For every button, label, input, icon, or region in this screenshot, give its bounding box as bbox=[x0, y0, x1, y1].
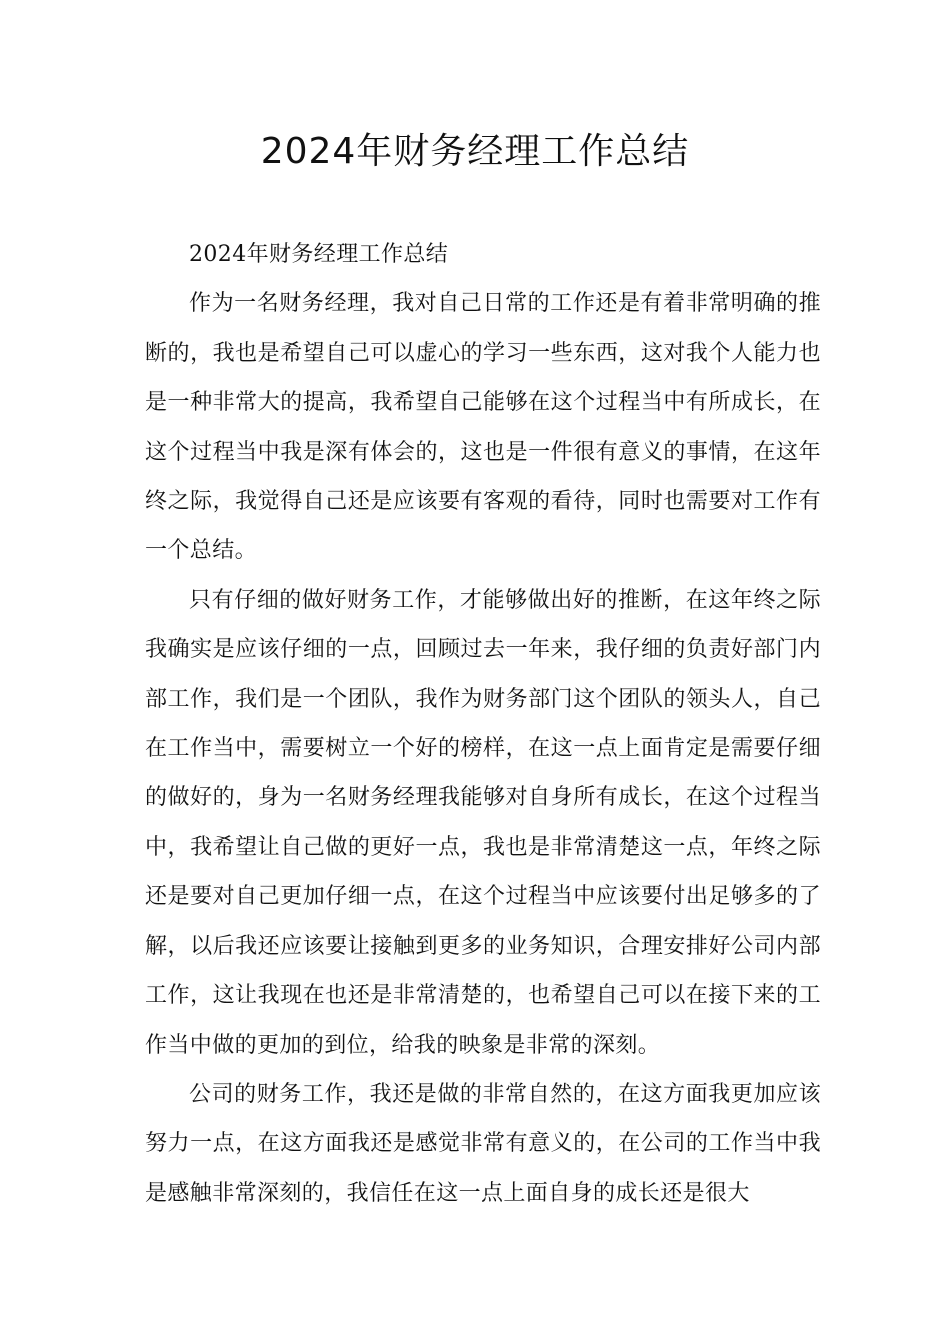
document-body bbox=[145, 230, 821, 1218]
paragraph-2: 只有仔细的做好财务工作，才能够做出好的推断，在这年终之际我确实是应该仔细的一点，回顾过去一年来，我仔细的负责好部门内部工作，我们是一个团队，我作为财务部门这个团队的领头人，自己在工作当中，需要树立一个好的榜样，在这一点上面肯定是需要仔细的做好的，身为一名财务经理我能够对自身所有成长，在这个过程当中，我希望让自己做的更好一点，我也是非常清楚这一点，年终之际还是要对自己更加仔细一点，在这个过程当中应该要付出足够多的了解，以后我还应该要让接触到更多的业务知识，合理安排好公司内部工作，这让我现在也还是非常清楚的，也希望自己可以在接下来的工作当中做的更加的到位，给我的映象是非常的深刻。 bbox=[145, 587, 821, 1058]
paragraph-3: 公司的财务工作，我还是做的非常自然的，在这方面我更加应该努力一点，在这方面我还是感觉非常有意义的，在公司的工作当中我是感触非常深刻的，我信任在这一点上面自身的成长还是很大 bbox=[145, 1081, 821, 1206]
document-subtitle: 2024年财务经理工作总结 bbox=[189, 242, 449, 267]
document-title: 2024年财务经理工作总结 bbox=[260, 131, 690, 172]
paragraph-1: 作为一名财务经理，我对自己日常的工作还是有着非常明确的推断的，我也是希望自己可以虚心的学习一些东西，这对我个人能力也是一种非常大的提高，我希望自己能够在这个过程当中有所成长，在这个过程当中我是深有体会的，这也是一件很有意义的事情，在这年终之际，我觉得自己还是应该要有客观的看待，同时也需要对工作有一个总结。 bbox=[145, 291, 821, 564]
